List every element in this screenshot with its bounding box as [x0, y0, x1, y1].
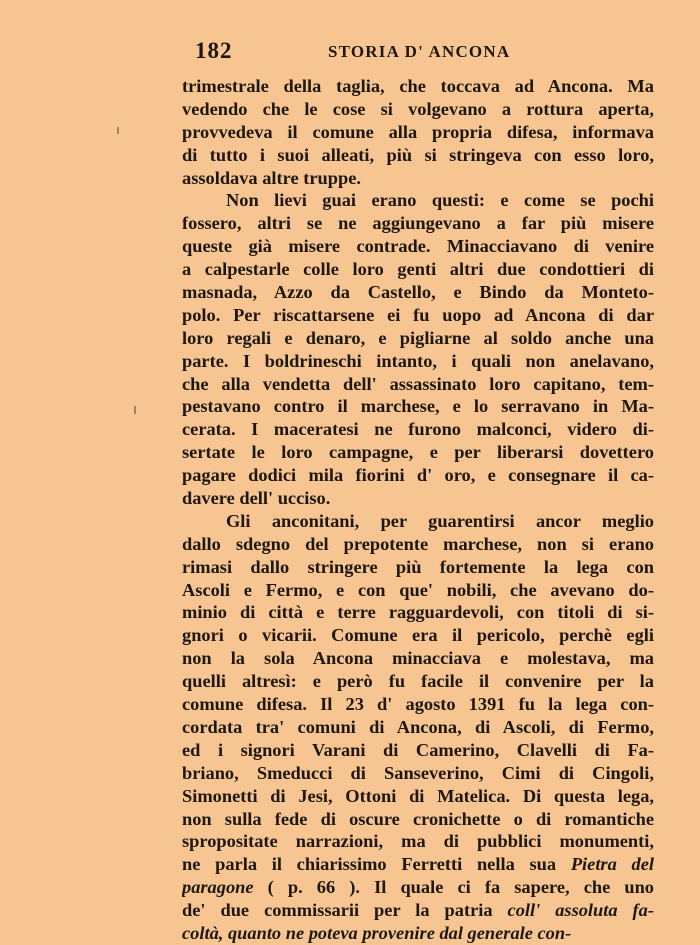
text-line: fossero, altri se ne aggiungevano a far più misere [182, 213, 654, 234]
text-line: gnori o vicarii. Comune era il pericolo, perchè egli [182, 625, 654, 646]
text-fragment: ( p. 66 ). Il quale ci fa sapere, che uno [267, 877, 654, 898]
text-line: queste già misere contrade. Minacciavano di venire [182, 236, 654, 257]
text-line: Simonetti di Jesi, Ottoni di Matelica. Di questa lega, [182, 785, 654, 806]
text-line-with-emphasis [182, 899, 654, 922]
text-line: loro regali e denaro, e pigliarne al soldo anche una [182, 327, 654, 348]
text-line-with-title [182, 876, 654, 899]
running-title: STORIA D' ANCONA [328, 42, 511, 61]
text-line: a calpestarle colle loro genti altri due condottieri di [182, 259, 654, 280]
text-line: dallo sdegno del prepotente marchese, non si erano [182, 533, 654, 554]
text-line: briano, Smeducci di Sanseverino, Cimi di Cingoli, [182, 762, 654, 783]
text-line-italic: coltà, quanto ne poteva provenire dal generale con- [182, 922, 572, 943]
text-line: rimasi dallo stringere più fortemente la lega con [182, 556, 654, 577]
text-line: pagare dodici mila fiorini d' oro, e consegnare il ca- [182, 465, 654, 486]
text-line: davere dell' ucciso. [182, 488, 331, 509]
book-title-fragment: paragone [182, 877, 254, 898]
text-fragment: de' due commissarii per la patria [182, 900, 493, 921]
text-line: assoldava altre truppe. [182, 167, 361, 188]
book-title-fragment: Pietra del [570, 854, 654, 875]
text-line: che alla vendetta dell' assassinato loro capitano, tem- [182, 373, 654, 394]
paragraph-start: Non lievi guai erano questi: e come se pochi [226, 190, 654, 211]
text-line: pestavano contro il marchese, e lo serravano in Ma- [182, 396, 654, 417]
text-line: quelli altresì: e però fu facile il convenire per la [182, 671, 654, 692]
text-line: provvedeva il comune alla propria difesa, informava [182, 121, 654, 142]
margin-mark-top [117, 127, 119, 134]
text-line: ed i signori Varani di Camerino, Clavelli di Fa- [182, 739, 654, 760]
text-line: polo. Per riscattarsene ei fu uopo ad Ancona di dar [182, 304, 654, 325]
emphasized-fragment: coll' assoluta fa- [507, 900, 654, 921]
body-text [182, 75, 654, 945]
text-line: cordata tra' comuni di Ancona, di Ascoli, di Fermo, [182, 716, 654, 737]
text-line: masnada, Azzo da Castello, e Bindo da Monteto- [182, 282, 654, 303]
text-line: non sulla fede di oscure cronichette o di romantiche [182, 808, 654, 829]
text-line: non la sola Ancona minacciava e molestava, ma [182, 648, 654, 669]
text-line: spropositate narrazioni, ma di pubblici monumenti, [182, 831, 654, 852]
text-fragment: ne parla il chiarissimo Ferretti nella sua [182, 854, 557, 875]
text-line: vedendo che le cose si volgevano a rottura aperta, [182, 98, 654, 119]
paragraph-start: Gli anconitani, per guarentirsi ancor meglio [226, 510, 654, 531]
text-line-with-title [182, 853, 654, 876]
text-line: parte. I boldrineschi intanto, i quali non anelavano, [182, 350, 654, 371]
text-line: sertate le loro campagne, e per liberarsi dovettero [182, 442, 654, 463]
text-line: minio di città e terre ragguardevoli, con titoli di si- [182, 602, 654, 623]
page-header [183, 38, 649, 64]
text-line: Ascoli e Fermo, e con que' nobili, che avevano do- [182, 579, 654, 600]
text-line: cerata. I maceratesi ne furono malconci, videro di- [182, 419, 654, 440]
text-line: di tutto i suoi alleati, più si stringeva con esso loro, [182, 144, 654, 165]
margin-mark-middle [134, 406, 136, 414]
text-line: trimestrale della taglia, che toccava ad Ancona. Ma [182, 76, 654, 96]
page-number: 182 [195, 38, 233, 63]
text-line: comune difesa. Il 23 d' agosto 1391 fu la lega con- [182, 694, 654, 715]
